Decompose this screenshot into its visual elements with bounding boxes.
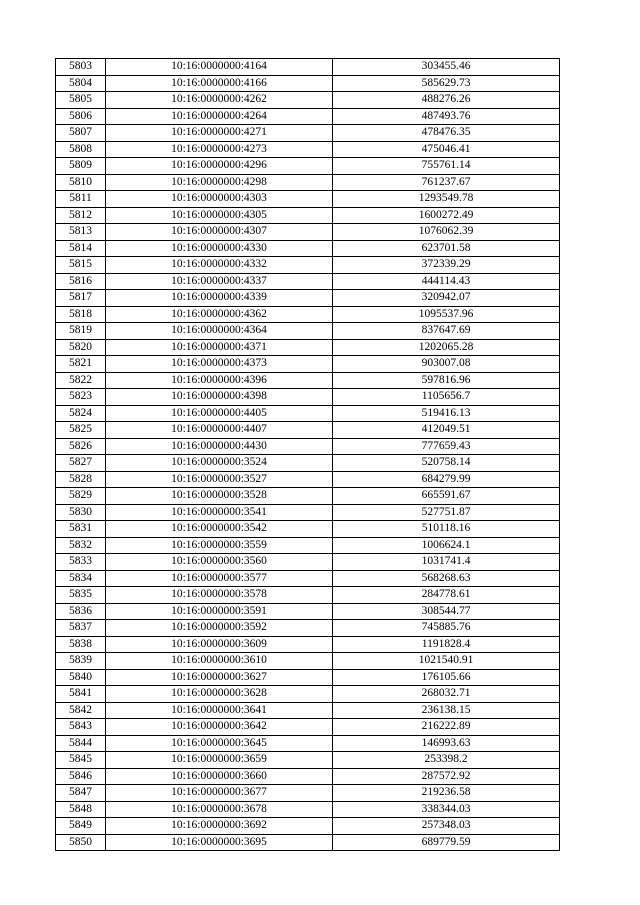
table-row (56, 653, 560, 670)
table-row (56, 537, 560, 554)
value-cell: 568268.63 (333, 570, 560, 587)
row-number-cell: 5836 (56, 603, 106, 620)
row-number-cell: 5804 (56, 75, 106, 92)
table-row (56, 158, 560, 175)
value-cell: 684279.99 (333, 471, 560, 488)
table-row (56, 108, 560, 125)
row-number-cell: 5850 (56, 834, 106, 851)
table-row (56, 191, 560, 208)
cadastral-number-cell: 10:16:0000000:4273 (106, 141, 333, 158)
cadastral-number-cell: 10:16:0000000:4337 (106, 273, 333, 290)
cadastral-number-cell: 10:16:0000000:3560 (106, 554, 333, 571)
cadastral-number-cell: 10:16:0000000:4303 (106, 191, 333, 208)
cadastral-number-cell: 10:16:0000000:3592 (106, 620, 333, 637)
row-number-cell: 5833 (56, 554, 106, 571)
row-number-cell: 5838 (56, 636, 106, 653)
value-cell: 585629.73 (333, 75, 560, 92)
value-cell: 284778.61 (333, 587, 560, 604)
row-number-cell: 5824 (56, 405, 106, 422)
value-cell: 837647.69 (333, 323, 560, 340)
cadastral-number-cell: 10:16:0000000:3695 (106, 834, 333, 851)
value-cell: 665591.67 (333, 488, 560, 505)
row-number-cell: 5815 (56, 257, 106, 274)
value-cell: 1191828.4 (333, 636, 560, 653)
cadastral-number-cell: 10:16:0000000:3577 (106, 570, 333, 587)
table-row (56, 141, 560, 158)
cadastral-number-cell: 10:16:0000000:4307 (106, 224, 333, 241)
table-row (56, 405, 560, 422)
row-number-cell: 5806 (56, 108, 106, 125)
value-cell: 1600272.49 (333, 207, 560, 224)
table-row (56, 570, 560, 587)
row-number-cell: 5814 (56, 240, 106, 257)
cadastral-number-cell: 10:16:0000000:3578 (106, 587, 333, 604)
row-number-cell: 5834 (56, 570, 106, 587)
cadastral-number-cell: 10:16:0000000:3542 (106, 521, 333, 538)
row-number-cell: 5807 (56, 125, 106, 142)
row-number-cell: 5821 (56, 356, 106, 373)
table-row (56, 207, 560, 224)
cadastral-number-cell: 10:16:0000000:3677 (106, 785, 333, 802)
value-cell: 444114.43 (333, 273, 560, 290)
cadastral-number-cell: 10:16:0000000:4407 (106, 422, 333, 439)
row-number-cell: 5843 (56, 719, 106, 736)
cadastral-number-cell: 10:16:0000000:4166 (106, 75, 333, 92)
row-number-cell: 5823 (56, 389, 106, 406)
table-row (56, 554, 560, 571)
cadastral-number-cell: 10:16:0000000:4164 (106, 59, 333, 76)
value-cell: 689779.59 (333, 834, 560, 851)
cadastral-number-cell: 10:16:0000000:3591 (106, 603, 333, 620)
row-number-cell: 5803 (56, 59, 106, 76)
table-row (56, 290, 560, 307)
table-row (56, 372, 560, 389)
table-row (56, 92, 560, 109)
value-cell: 903007.08 (333, 356, 560, 373)
value-cell: 253398.2 (333, 752, 560, 769)
row-number-cell: 5839 (56, 653, 106, 670)
table-row (56, 521, 560, 538)
cadastral-number-cell: 10:16:0000000:3692 (106, 818, 333, 835)
cadastral-number-cell: 10:16:0000000:3660 (106, 768, 333, 785)
value-cell: 761237.67 (333, 174, 560, 191)
row-number-cell: 5828 (56, 471, 106, 488)
table-row (56, 702, 560, 719)
row-number-cell: 5805 (56, 92, 106, 109)
value-cell: 412049.51 (333, 422, 560, 439)
cadastral-number-cell: 10:16:0000000:3527 (106, 471, 333, 488)
table-body (56, 59, 560, 851)
value-cell: 1293549.78 (333, 191, 560, 208)
value-cell: 1031741.4 (333, 554, 560, 571)
cadastral-number-cell: 10:16:0000000:3610 (106, 653, 333, 670)
table-row (56, 389, 560, 406)
cadastral-number-cell: 10:16:0000000:4364 (106, 323, 333, 340)
value-cell: 1105656.7 (333, 389, 560, 406)
cadastral-number-cell: 10:16:0000000:4405 (106, 405, 333, 422)
value-cell: 176105.66 (333, 669, 560, 686)
table-row (56, 323, 560, 340)
value-cell: 597816.96 (333, 372, 560, 389)
cadastral-number-cell: 10:16:0000000:4398 (106, 389, 333, 406)
cadastral-number-cell: 10:16:0000000:4373 (106, 356, 333, 373)
table-row (56, 438, 560, 455)
table-row (56, 752, 560, 769)
cadastral-number-cell: 10:16:0000000:4330 (106, 240, 333, 257)
cadastral-number-cell: 10:16:0000000:4264 (106, 108, 333, 125)
row-number-cell: 5822 (56, 372, 106, 389)
value-cell: 372339.29 (333, 257, 560, 274)
table-row (56, 75, 560, 92)
cadastral-number-cell: 10:16:0000000:4298 (106, 174, 333, 191)
table-row (56, 603, 560, 620)
table-row (56, 59, 560, 76)
table-row (56, 735, 560, 752)
table-row (56, 686, 560, 703)
row-number-cell: 5837 (56, 620, 106, 637)
cadastral-number-cell: 10:16:0000000:4305 (106, 207, 333, 224)
table-row (56, 455, 560, 472)
value-cell: 488276.26 (333, 92, 560, 109)
value-cell: 745885.76 (333, 620, 560, 637)
row-number-cell: 5825 (56, 422, 106, 439)
data-table (55, 58, 560, 851)
value-cell: 236138.15 (333, 702, 560, 719)
value-cell: 320942.07 (333, 290, 560, 307)
value-cell: 268032.71 (333, 686, 560, 703)
table-row (56, 422, 560, 439)
cadastral-number-cell: 10:16:0000000:4262 (106, 92, 333, 109)
value-cell: 1076062.39 (333, 224, 560, 241)
cadastral-number-cell: 10:16:0000000:4430 (106, 438, 333, 455)
table-row (56, 620, 560, 637)
row-number-cell: 5832 (56, 537, 106, 554)
table-row (56, 471, 560, 488)
row-number-cell: 5819 (56, 323, 106, 340)
row-number-cell: 5831 (56, 521, 106, 538)
cadastral-number-cell: 10:16:0000000:4339 (106, 290, 333, 307)
cadastral-number-cell: 10:16:0000000:3642 (106, 719, 333, 736)
row-number-cell: 5812 (56, 207, 106, 224)
value-cell: 478476.35 (333, 125, 560, 142)
value-cell: 623701.58 (333, 240, 560, 257)
cadastral-number-cell: 10:16:0000000:3627 (106, 669, 333, 686)
cadastral-number-cell: 10:16:0000000:4332 (106, 257, 333, 274)
value-cell: 219236.58 (333, 785, 560, 802)
row-number-cell: 5809 (56, 158, 106, 175)
value-cell: 475046.41 (333, 141, 560, 158)
row-number-cell: 5845 (56, 752, 106, 769)
cadastral-number-cell: 10:16:0000000:3559 (106, 537, 333, 554)
cadastral-number-cell: 10:16:0000000:3524 (106, 455, 333, 472)
table-row (56, 768, 560, 785)
value-cell: 303455.46 (333, 59, 560, 76)
value-cell: 487493.76 (333, 108, 560, 125)
cadastral-number-cell: 10:16:0000000:3628 (106, 686, 333, 703)
row-number-cell: 5817 (56, 290, 106, 307)
row-number-cell: 5813 (56, 224, 106, 241)
value-cell: 308544.77 (333, 603, 560, 620)
table-row (56, 818, 560, 835)
row-number-cell: 5847 (56, 785, 106, 802)
row-number-cell: 5811 (56, 191, 106, 208)
table-row (56, 125, 560, 142)
row-number-cell: 5842 (56, 702, 106, 719)
cadastral-number-cell: 10:16:0000000:3541 (106, 504, 333, 521)
row-number-cell: 5826 (56, 438, 106, 455)
value-cell: 1006624.1 (333, 537, 560, 554)
row-number-cell: 5844 (56, 735, 106, 752)
table-row (56, 174, 560, 191)
table-row (56, 240, 560, 257)
cadastral-number-cell: 10:16:0000000:4371 (106, 339, 333, 356)
value-cell: 146993.63 (333, 735, 560, 752)
row-number-cell: 5820 (56, 339, 106, 356)
value-cell: 510118.16 (333, 521, 560, 538)
table-row (56, 636, 560, 653)
row-number-cell: 5816 (56, 273, 106, 290)
table-row (56, 669, 560, 686)
table-row (56, 257, 560, 274)
cadastral-number-cell: 10:16:0000000:3528 (106, 488, 333, 505)
cadastral-number-cell: 10:16:0000000:3659 (106, 752, 333, 769)
row-number-cell: 5818 (56, 306, 106, 323)
cadastral-number-cell: 10:16:0000000:4271 (106, 125, 333, 142)
row-number-cell: 5835 (56, 587, 106, 604)
table-row (56, 504, 560, 521)
row-number-cell: 5841 (56, 686, 106, 703)
value-cell: 520758.14 (333, 455, 560, 472)
value-cell: 1095537.96 (333, 306, 560, 323)
value-cell: 755761.14 (333, 158, 560, 175)
value-cell: 216222.89 (333, 719, 560, 736)
table-row (56, 834, 560, 851)
table-row (56, 801, 560, 818)
table-row (56, 587, 560, 604)
row-number-cell: 5840 (56, 669, 106, 686)
value-cell: 777659.43 (333, 438, 560, 455)
table-row (56, 306, 560, 323)
cadastral-number-cell: 10:16:0000000:4362 (106, 306, 333, 323)
value-cell: 287572.92 (333, 768, 560, 785)
value-cell: 1021540.91 (333, 653, 560, 670)
cadastral-number-cell: 10:16:0000000:4396 (106, 372, 333, 389)
value-cell: 519416.13 (333, 405, 560, 422)
cadastral-number-cell: 10:16:0000000:4296 (106, 158, 333, 175)
table-row (56, 339, 560, 356)
row-number-cell: 5849 (56, 818, 106, 835)
cadastral-number-cell: 10:16:0000000:3645 (106, 735, 333, 752)
value-cell: 338344.03 (333, 801, 560, 818)
value-cell: 257348.03 (333, 818, 560, 835)
row-number-cell: 5829 (56, 488, 106, 505)
value-cell: 1202065.28 (333, 339, 560, 356)
table-row (56, 488, 560, 505)
table-row (56, 224, 560, 241)
cadastral-number-cell: 10:16:0000000:3641 (106, 702, 333, 719)
row-number-cell: 5846 (56, 768, 106, 785)
table-row (56, 273, 560, 290)
row-number-cell: 5848 (56, 801, 106, 818)
table-row (56, 719, 560, 736)
cadastral-number-cell: 10:16:0000000:3609 (106, 636, 333, 653)
table-row (56, 356, 560, 373)
row-number-cell: 5827 (56, 455, 106, 472)
cadastral-number-cell: 10:16:0000000:3678 (106, 801, 333, 818)
table-row (56, 785, 560, 802)
row-number-cell: 5810 (56, 174, 106, 191)
row-number-cell: 5830 (56, 504, 106, 521)
row-number-cell: 5808 (56, 141, 106, 158)
value-cell: 527751.87 (333, 504, 560, 521)
